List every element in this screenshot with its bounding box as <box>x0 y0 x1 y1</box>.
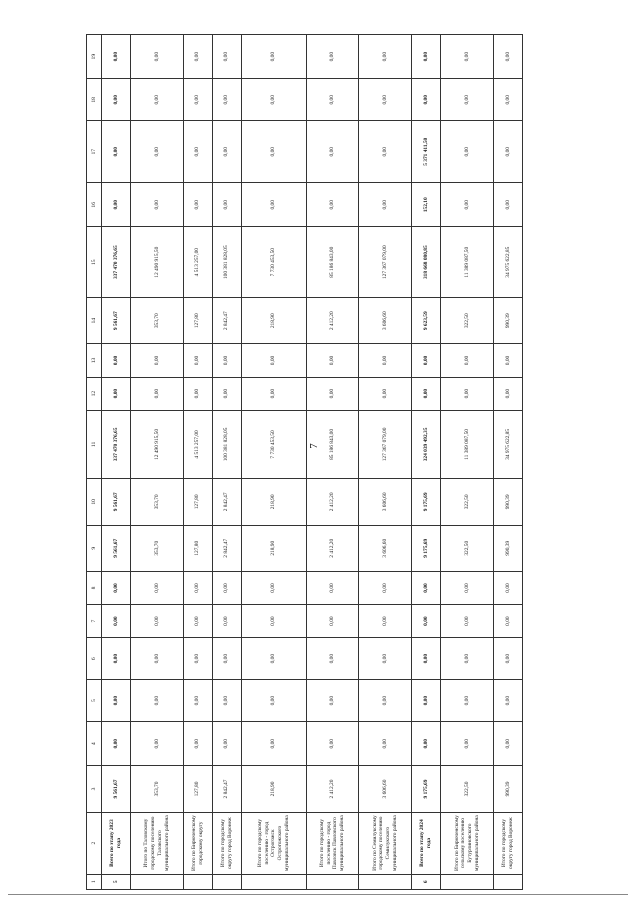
value-cell: 85 186 843,00 <box>306 410 359 478</box>
value-cell: 324 039 492,35 <box>412 410 441 478</box>
value-cell: 0,00 <box>441 79 494 121</box>
value-cell: 0,00 <box>241 377 306 410</box>
value-cell: 0,00 <box>131 79 184 121</box>
value-cell: 127,80 <box>183 525 212 571</box>
row-number-cell <box>131 874 184 889</box>
value-cell: 9 561,67 <box>102 766 131 812</box>
value-cell: 2 842,47 <box>212 766 241 812</box>
column-number-cell: 3 <box>87 766 102 812</box>
value-cell: 0,00 <box>441 571 494 604</box>
value-cell: 0,00 <box>183 722 212 766</box>
value-cell: 0,00 <box>441 35 494 79</box>
value-cell: 0,00 <box>183 121 212 183</box>
value-cell: 0,00 <box>212 344 241 377</box>
table-row <box>359 35 412 890</box>
value-cell: 0,00 <box>359 377 412 410</box>
value-cell: 218,90 <box>241 766 306 812</box>
value-cell: 0,00 <box>493 344 522 377</box>
row-number-cell <box>241 874 306 889</box>
column-number-cell: 14 <box>87 298 102 344</box>
value-cell: 0,00 <box>131 121 184 183</box>
value-cell: 0,00 <box>212 121 241 183</box>
value-cell: 0,00 <box>183 183 212 227</box>
value-cell: 0,00 <box>493 121 522 183</box>
value-cell: 0,00 <box>306 722 359 766</box>
value-cell: 0,00 <box>306 79 359 121</box>
value-cell: 0,00 <box>359 605 412 638</box>
value-cell: 0,00 <box>359 35 412 79</box>
value-cell: 9 561,67 <box>102 479 131 525</box>
column-number-cell: 9 <box>87 525 102 571</box>
table-row <box>183 35 212 890</box>
value-cell: 0,00 <box>183 79 212 121</box>
value-cell: 0,00 <box>212 605 241 638</box>
row-number-cell <box>212 874 241 889</box>
value-cell: 0,00 <box>359 722 412 766</box>
value-cell: 0,00 <box>183 638 212 680</box>
column-number-cell: 12 <box>87 377 102 410</box>
value-cell: 0,00 <box>493 680 522 722</box>
value-cell: 0,00 <box>359 183 412 227</box>
value-cell: 127,80 <box>183 766 212 812</box>
row-name-cell: Всего по этапу 2024 года <box>412 812 441 874</box>
value-cell: 0,00 <box>102 722 131 766</box>
column-number-cell: 4 <box>87 722 102 766</box>
value-cell: 11 389 087,50 <box>441 410 494 478</box>
row-number-cell: 5 <box>102 874 131 889</box>
value-cell: 0,00 <box>102 121 131 183</box>
value-cell: 0,00 <box>212 35 241 79</box>
value-cell: 2 842,47 <box>212 298 241 344</box>
value-cell: 127,80 <box>183 479 212 525</box>
value-cell: 0,00 <box>493 79 522 121</box>
value-cell: 0,00 <box>493 605 522 638</box>
value-cell: 0,00 <box>183 605 212 638</box>
value-cell: 0,00 <box>412 35 441 79</box>
value-cell: 318 668 080,85 <box>412 227 441 298</box>
value-cell: 127 367 079,00 <box>359 410 412 478</box>
value-cell: 0,00 <box>359 121 412 183</box>
value-cell: 990,39 <box>493 479 522 525</box>
value-cell: 0,00 <box>102 680 131 722</box>
value-cell: 0,00 <box>212 183 241 227</box>
value-cell: 337 470 376,65 <box>102 227 131 298</box>
value-cell: 0,00 <box>412 722 441 766</box>
value-cell: 2 412,20 <box>306 298 359 344</box>
row-number-cell <box>441 874 494 889</box>
value-cell: 127,80 <box>183 298 212 344</box>
column-number-cell: 11 <box>87 410 102 478</box>
value-cell: 0,00 <box>241 638 306 680</box>
value-cell: 0,00 <box>241 183 306 227</box>
value-cell: 353,70 <box>131 766 184 812</box>
table-row <box>102 35 131 890</box>
value-cell: 9 175,69 <box>412 525 441 571</box>
value-cell: 0,00 <box>102 183 131 227</box>
value-cell: 9 623,59 <box>412 298 441 344</box>
value-cell: 2 842,47 <box>212 525 241 571</box>
value-cell: 0,00 <box>131 377 184 410</box>
value-cell: 2 412,20 <box>306 525 359 571</box>
value-cell: 0,00 <box>441 377 494 410</box>
row-number-cell: 6 <box>412 874 441 889</box>
table-row <box>306 35 359 890</box>
row-name-cell: Итого по городскому поселению - город Острогожск Острогожского муниципального района <box>241 812 306 874</box>
row-name-cell: Итого по городскому округу город Воронеж <box>212 812 241 874</box>
value-cell: 12 490 915,50 <box>131 410 184 478</box>
value-cell: 0,00 <box>359 638 412 680</box>
value-cell: 0,00 <box>131 680 184 722</box>
value-cell: 9 561,67 <box>102 525 131 571</box>
page-number: 7 <box>307 443 320 449</box>
value-cell: 0,00 <box>241 35 306 79</box>
column-number-cell: 17 <box>87 121 102 183</box>
value-cell: 34 975 622,85 <box>493 227 522 298</box>
value-cell: 0,00 <box>241 79 306 121</box>
value-cell: 0,00 <box>241 344 306 377</box>
value-cell: 2 412,20 <box>306 479 359 525</box>
value-cell: 0,00 <box>412 638 441 680</box>
table-row <box>131 35 184 890</box>
table-row <box>212 35 241 890</box>
value-cell: 990,39 <box>493 525 522 571</box>
value-cell: 218,90 <box>241 298 306 344</box>
value-cell: 337 470 376,65 <box>102 410 131 478</box>
value-cell: 4 513 257,00 <box>183 410 212 478</box>
value-cell: 0,00 <box>131 344 184 377</box>
value-cell: 0,00 <box>493 183 522 227</box>
row-number-cell <box>359 874 412 889</box>
row-name-cell: Итого по городскому округу город Воронеж <box>493 812 522 874</box>
value-cell: 9 561,67 <box>102 298 131 344</box>
value-cell: 0,00 <box>102 571 131 604</box>
table-row <box>493 35 522 890</box>
column-number-cell: 1 <box>87 874 102 889</box>
value-cell: 0,00 <box>306 377 359 410</box>
value-cell: 0,00 <box>131 605 184 638</box>
value-cell: 4 513 257,00 <box>183 227 212 298</box>
bottom-rule <box>8 894 628 895</box>
value-cell: 0,00 <box>441 638 494 680</box>
value-cell: 0,00 <box>183 377 212 410</box>
value-cell: 100 381 828,05 <box>212 227 241 298</box>
value-cell: 990,39 <box>493 766 522 812</box>
value-cell: 0,00 <box>241 571 306 604</box>
value-cell: 0,00 <box>102 344 131 377</box>
value-cell: 0,00 <box>306 35 359 79</box>
value-cell: 322,50 <box>441 525 494 571</box>
value-cell: 0,00 <box>441 605 494 638</box>
value-cell: 0,00 <box>131 722 184 766</box>
value-cell: 0,00 <box>131 571 184 604</box>
row-name-cell: Итого по городскому поселению - город Павловск Павловского муниципального района <box>306 812 359 874</box>
column-number-row <box>87 35 102 890</box>
value-cell: 7 730 453,50 <box>241 227 306 298</box>
value-cell: 0,00 <box>306 121 359 183</box>
column-number-cell: 10 <box>87 479 102 525</box>
value-cell: 0,00 <box>441 183 494 227</box>
value-cell: 12 490 915,50 <box>131 227 184 298</box>
value-cell: 9 175,69 <box>412 766 441 812</box>
value-cell: 0,00 <box>102 638 131 680</box>
value-cell: 0,00 <box>441 722 494 766</box>
column-number-cell: 15 <box>87 227 102 298</box>
value-cell: 0,00 <box>212 680 241 722</box>
value-cell: 0,00 <box>306 605 359 638</box>
column-number-cell: 13 <box>87 344 102 377</box>
value-cell: 9 175,69 <box>412 479 441 525</box>
value-cell: 353,70 <box>131 479 184 525</box>
value-cell: 0,00 <box>131 183 184 227</box>
column-number-cell: 5 <box>87 680 102 722</box>
value-cell: 0,00 <box>412 344 441 377</box>
value-cell: 0,00 <box>306 183 359 227</box>
value-cell: 3 606,60 <box>359 479 412 525</box>
rotated-table-wrapper <box>86 34 523 890</box>
value-cell: 0,00 <box>412 680 441 722</box>
value-cell: 0,00 <box>306 571 359 604</box>
data-table <box>86 34 523 890</box>
value-cell: 353,70 <box>131 298 184 344</box>
value-cell: 0,00 <box>212 79 241 121</box>
table-row <box>441 35 494 890</box>
value-cell: 0,00 <box>412 605 441 638</box>
value-cell: 0,00 <box>241 605 306 638</box>
value-cell: 0,00 <box>241 680 306 722</box>
value-cell: 218,90 <box>241 479 306 525</box>
value-cell: 0,00 <box>441 680 494 722</box>
value-cell: 7 730 453,50 <box>241 410 306 478</box>
value-cell: 0,00 <box>102 377 131 410</box>
value-cell: 0,00 <box>493 638 522 680</box>
value-cell: 218,90 <box>241 525 306 571</box>
column-number-cell: 7 <box>87 605 102 638</box>
row-name-cell: Итого по Таловскому городскому поселению Таловского муниципального района <box>131 812 184 874</box>
table-row <box>412 35 441 890</box>
value-cell: 152,10 <box>412 183 441 227</box>
column-number-cell: 8 <box>87 571 102 604</box>
value-cell: 990,39 <box>493 298 522 344</box>
value-cell: 0,00 <box>412 79 441 121</box>
value-cell: 0,00 <box>441 344 494 377</box>
value-cell: 0,00 <box>359 571 412 604</box>
value-cell: 127 367 079,00 <box>359 227 412 298</box>
column-number-cell: 2 <box>87 812 102 874</box>
value-cell: 0,00 <box>441 121 494 183</box>
value-cell: 0,00 <box>306 638 359 680</box>
value-cell: 0,00 <box>212 377 241 410</box>
value-cell: 0,00 <box>212 638 241 680</box>
value-cell: 0,00 <box>359 680 412 722</box>
value-cell: 2 412,20 <box>306 766 359 812</box>
row-name-cell: Всего по этапу 2023 года <box>102 812 131 874</box>
column-number-cell: 6 <box>87 638 102 680</box>
value-cell: 0,00 <box>131 638 184 680</box>
column-number-cell: 18 <box>87 79 102 121</box>
value-cell: 0,00 <box>183 571 212 604</box>
value-cell: 322,50 <box>441 479 494 525</box>
value-cell: 0,00 <box>306 344 359 377</box>
value-cell: 5 371 411,50 <box>412 121 441 183</box>
row-number-cell <box>183 874 212 889</box>
row-name-cell: Итого по Бирюченскому городскому округу <box>183 812 212 874</box>
value-cell: 322,50 <box>441 298 494 344</box>
value-cell: 0,00 <box>493 35 522 79</box>
value-cell: 3 606,60 <box>359 298 412 344</box>
value-cell: 0,00 <box>183 680 212 722</box>
value-cell: 0,00 <box>412 377 441 410</box>
table-row <box>241 35 306 890</box>
row-name-cell: Итого по Семилукскому городскому поселению Семилукского муниципального района <box>359 812 412 874</box>
column-number-cell: 16 <box>87 183 102 227</box>
value-cell: 100 381 828,05 <box>212 410 241 478</box>
value-cell: 0,00 <box>183 35 212 79</box>
value-cell: 0,00 <box>212 722 241 766</box>
value-cell: 0,00 <box>131 35 184 79</box>
value-cell: 0,00 <box>102 79 131 121</box>
value-cell: 0,00 <box>306 680 359 722</box>
row-number-cell <box>493 874 522 889</box>
value-cell: 0,00 <box>102 605 131 638</box>
value-cell: 85 186 843,00 <box>306 227 359 298</box>
value-cell: 3 606,60 <box>359 766 412 812</box>
value-cell: 0,00 <box>493 377 522 410</box>
value-cell: 2 842,47 <box>212 479 241 525</box>
value-cell: 0,00 <box>493 722 522 766</box>
value-cell: 0,00 <box>183 344 212 377</box>
row-number-cell <box>306 874 359 889</box>
value-cell: 0,00 <box>493 571 522 604</box>
row-name-cell: Итого по Бирюченскому сельскому поселению Бутурлиновского муниципального района <box>441 812 494 874</box>
value-cell: 0,00 <box>102 35 131 79</box>
value-cell: 0,00 <box>359 79 412 121</box>
value-cell: 0,00 <box>241 722 306 766</box>
value-cell: 0,00 <box>241 121 306 183</box>
value-cell: 0,00 <box>212 571 241 604</box>
column-number-cell: 19 <box>87 35 102 79</box>
value-cell: 3 606,60 <box>359 525 412 571</box>
value-cell: 11 389 087,50 <box>441 227 494 298</box>
value-cell: 0,00 <box>412 571 441 604</box>
value-cell: 353,70 <box>131 525 184 571</box>
value-cell: 322,50 <box>441 766 494 812</box>
value-cell: 0,00 <box>359 344 412 377</box>
value-cell: 34 975 622,85 <box>493 410 522 478</box>
